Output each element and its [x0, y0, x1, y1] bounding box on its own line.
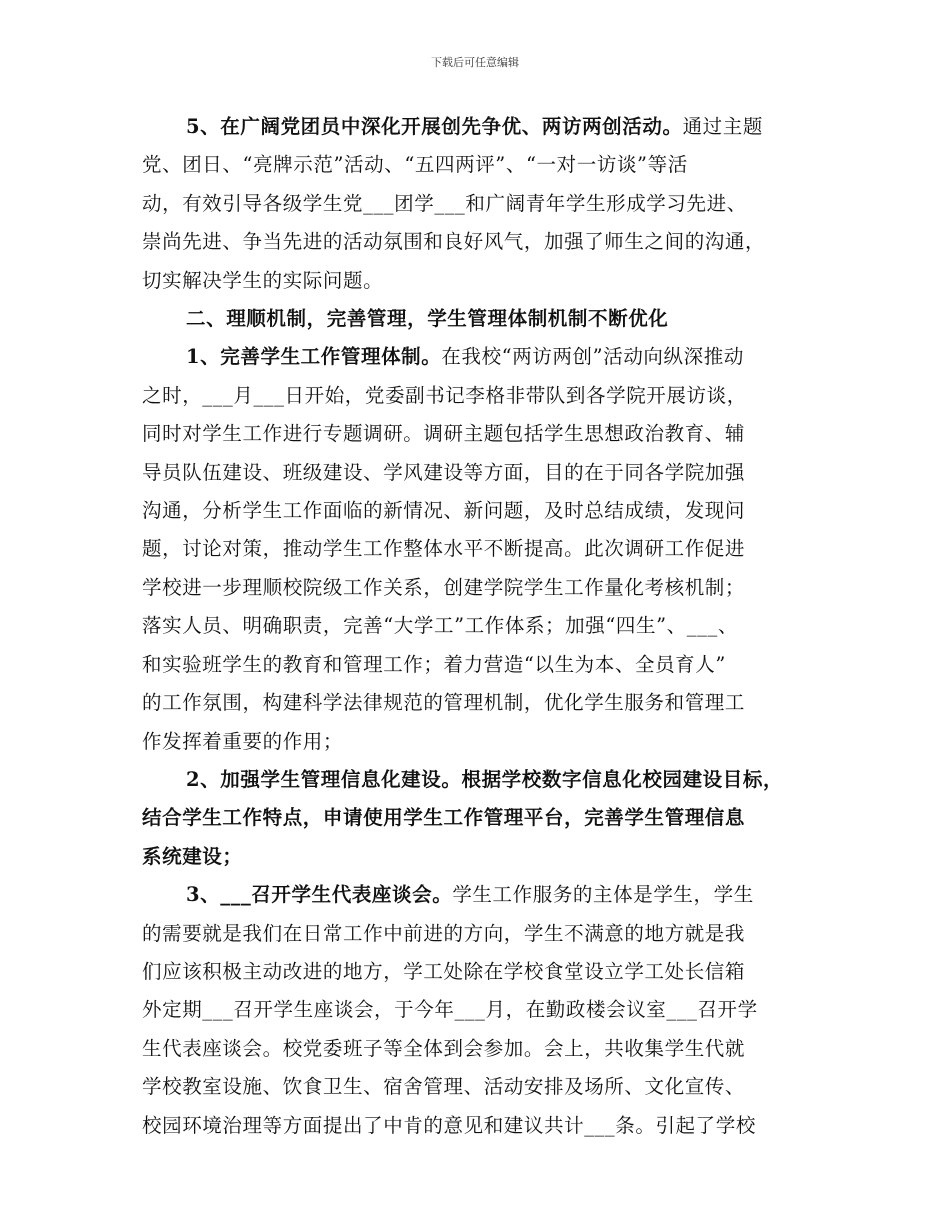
text-run: 5、在广阔党团员中深化开展创先争优、两访两创活动。	[186, 115, 683, 138]
text-run: 落实人员、明确职责，完善“大学工”工作体系；加强“四生”、___、	[142, 614, 738, 638]
text-run: 通过主题	[682, 115, 763, 138]
text-line-l21	[142, 876, 827, 914]
text-line-l26	[142, 1068, 827, 1106]
text-run: 生代表座谈会。校党委班子等全体到会参加。会上，共收集学生代就	[142, 1036, 746, 1060]
text-run: 3、___召开学生代表座谈会。	[186, 883, 453, 907]
text-line-l10	[142, 454, 827, 492]
text-line-l17	[142, 723, 827, 761]
page-header: 下载后可任意编辑	[431, 56, 519, 69]
text-run: 学生工作服务的主体是学生，学生	[452, 883, 754, 907]
text-line-l3	[142, 185, 827, 223]
text-line-l5	[142, 262, 827, 300]
text-line-l8	[142, 377, 827, 415]
text-run: 导员队伍建设、班级建设、学风建设等方面，目的在于同各学院加强	[142, 460, 746, 484]
text-line-l9	[142, 415, 827, 453]
text-line-l4	[142, 223, 827, 261]
text-run: 二、理顺机制，完善管理，学生管理体制机制不断优化	[186, 307, 669, 331]
text-run: 崇尚先进、争当先进的活动氛围和良好风气，加强了师生之间的沟通，	[142, 230, 766, 254]
text-line-l22	[142, 915, 827, 953]
text-run: 学校进一步理顺校院级工作关系，创建学院学生工作量化考核机制；	[142, 575, 746, 599]
text-line-l7	[142, 338, 827, 376]
text-line-l2	[142, 146, 827, 184]
text-run: 沟通，分析学生工作面临的新情况、新问题，及时总结成绩，发现问	[142, 499, 746, 523]
text-run: 同时对学生工作进行专题调研。调研主题包括学生思想政治教育、辅	[142, 422, 746, 446]
text-run: 切实解决学生的实际问题。	[142, 268, 384, 292]
text-line-l18	[142, 761, 827, 799]
text-run: 外定期___召开学生座谈会，于今年___月，在勤政楼会议室___召开学	[142, 998, 758, 1022]
text-run: 的工作氛围，构建科学法律规范的管理机制，优化学生服务和管理工	[142, 691, 746, 715]
text-line-l27	[142, 1107, 827, 1145]
text-line-l1	[142, 108, 827, 146]
text-line-l20	[142, 838, 827, 876]
text-run: 2、加强学生管理信息化建设。根据学校数字信息化校园建设目标，	[186, 767, 784, 791]
text-run: 党、团日、“亮牌示范”活动、“五四两评”、“一对一访谈”等活	[142, 153, 688, 177]
text-line-l25	[142, 1030, 827, 1068]
text-run: 动，有效引导各级学生党___团学___和广阔青年学生形成学习先进、	[142, 191, 747, 215]
document-body	[142, 108, 827, 1145]
text-run: 们应该积极主动改进的地方，学工处除在学校食堂设立学工处长信箱	[142, 959, 746, 983]
text-run: 作发挥着重要的作用；	[142, 729, 344, 753]
text-line-l12	[142, 530, 827, 568]
text-run: 系统建设；	[142, 844, 243, 868]
text-line-l24	[142, 991, 827, 1029]
text-run: 在我校“两访两创”活动向纵深推动	[441, 345, 744, 369]
text-run: 的需要就是我们在日常工作中前进的方向，学生不满意的地方就是我	[142, 921, 746, 945]
text-line-l15	[142, 646, 827, 684]
text-line-l13	[142, 569, 827, 607]
text-run: 1、完善学生工作管理体制。	[186, 345, 442, 369]
text-run: 学校教室设施、饮食卫生、宿舍管理、活动安排及场所、文化宣传、	[142, 1075, 746, 1099]
text-line-l16	[142, 684, 827, 722]
text-run: 结合学生工作特点，申请使用学生工作管理平台，完善学生管理信息	[142, 806, 746, 830]
text-run: 题，讨论对策，推动学生工作整体水平不断提高。此次调研工作促进	[142, 537, 746, 561]
text-run: 校园环境治理等方面提出了中肯的意见和建议共计___条。引起了学校	[142, 1113, 756, 1137]
text-line-l11	[142, 492, 827, 530]
text-line-l14	[142, 607, 827, 645]
text-line-l6	[142, 300, 827, 338]
text-line-l23	[142, 953, 827, 991]
text-line-l19	[142, 799, 827, 837]
text-run: 之时，___月___日开始，党委副书记李格非带队到各学院开展访谈，	[142, 383, 747, 407]
text-run: 和实验班学生的教育和管理工作；着力营造“以生为本、全员育人”	[142, 652, 726, 676]
